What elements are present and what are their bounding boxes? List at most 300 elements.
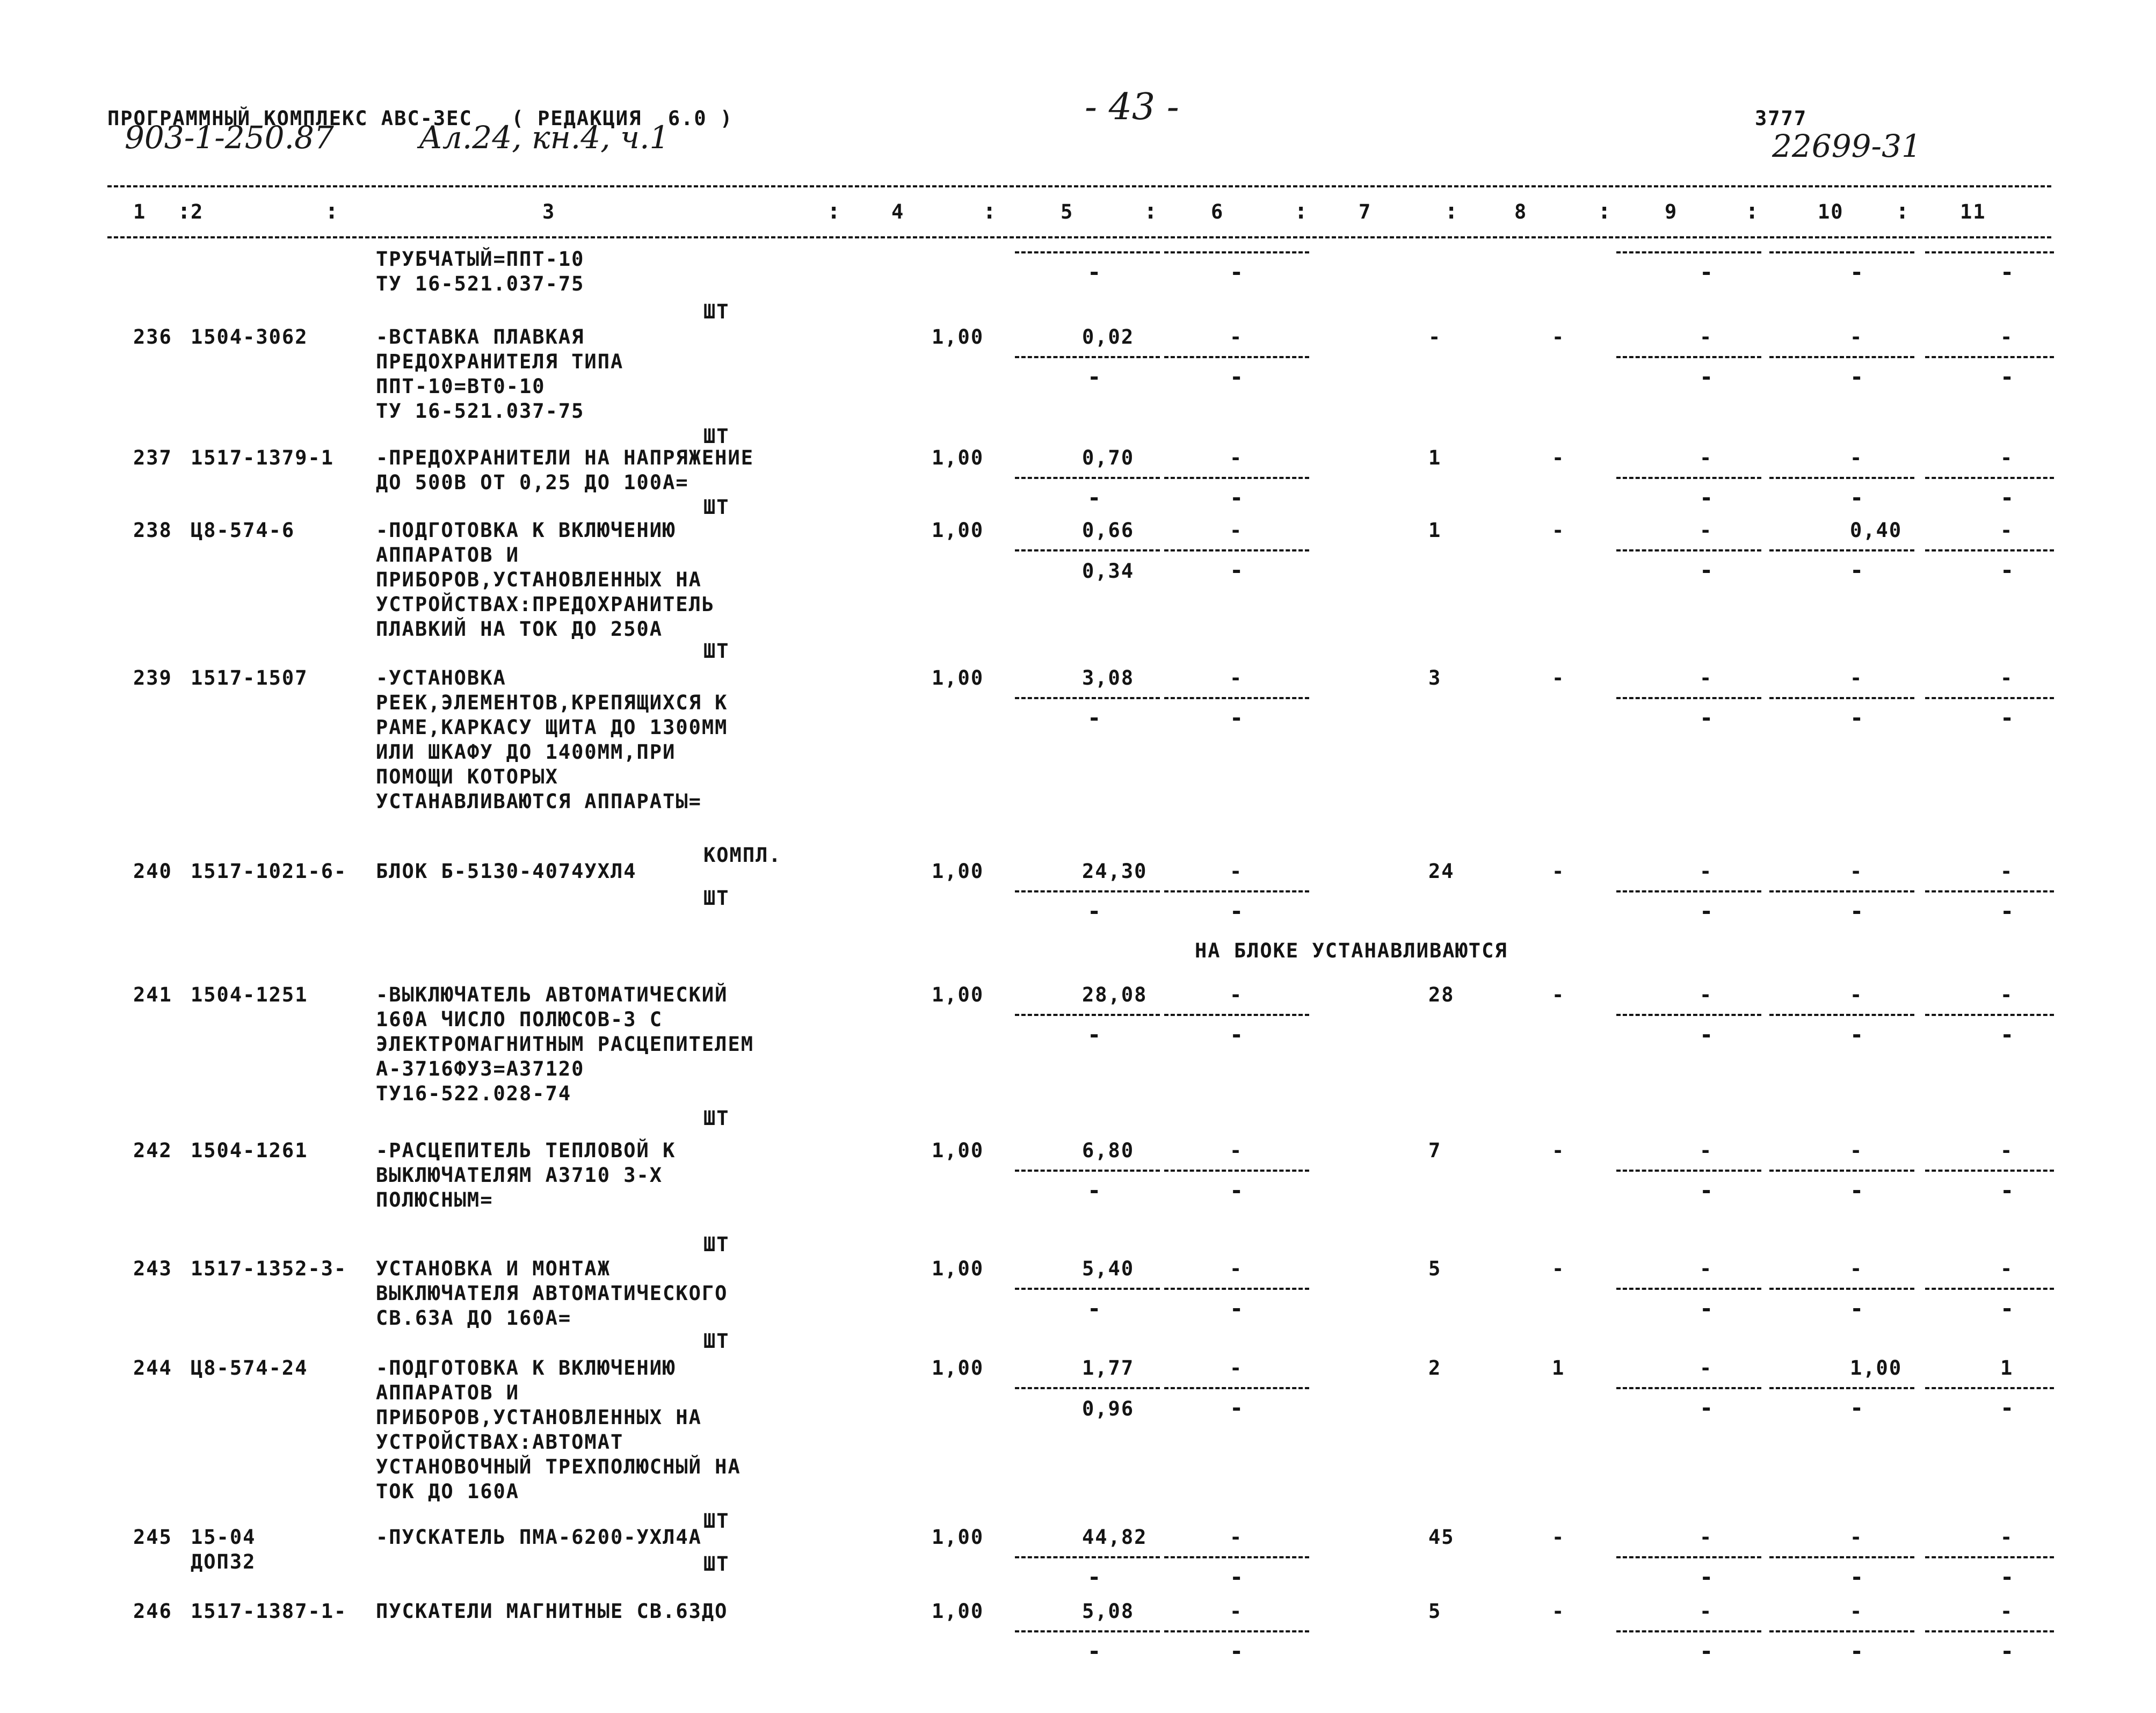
row-col6: - xyxy=(1230,666,1243,689)
col6-dash xyxy=(1164,890,1309,892)
row-code: 1517-1352-3- xyxy=(191,1257,347,1280)
col5-dash xyxy=(1015,477,1160,479)
row-number: 241 xyxy=(133,983,172,1006)
row-col11: - xyxy=(2000,983,2014,1006)
header-rule-top xyxy=(107,185,2051,187)
row-col5: 3,08 xyxy=(1082,666,1135,689)
column-header-6: 6 xyxy=(1211,200,1224,223)
row-col5: 24,30 xyxy=(1082,860,1148,883)
row-col11: - xyxy=(2000,446,2014,469)
row-col7: 1 xyxy=(1428,446,1442,469)
row-col11: - xyxy=(2000,1600,2014,1623)
empty-cell-mark: - xyxy=(1700,1295,1714,1322)
row-col8: - xyxy=(1552,446,1565,469)
row-description-line: ТРУБЧАТЫЙ=ППТ-10 xyxy=(376,248,585,271)
empty-cell-mark: - xyxy=(1700,1395,1714,1421)
column-header-8: 8 xyxy=(1514,200,1528,223)
row-col7: 1 xyxy=(1428,519,1442,542)
album-ref: Ал.24, кн.4, ч.1 xyxy=(419,119,670,156)
empty-cell-mark: - xyxy=(1087,1295,1101,1322)
row-description-line: УСТРОЙСТВАХ:АВТОМАТ xyxy=(376,1431,624,1454)
row-qty: 1,00 xyxy=(932,860,984,883)
column-header-7: 7 xyxy=(1359,200,1372,223)
row-col7: 5 xyxy=(1428,1600,1442,1623)
col9-dash xyxy=(1616,890,1761,892)
row-code: 1504-1261 xyxy=(191,1139,308,1162)
row-col5: 5,40 xyxy=(1082,1257,1135,1280)
row-col7: 5 xyxy=(1428,1257,1442,1280)
empty-cell-mark: - xyxy=(2000,1564,2014,1590)
row-col9: - xyxy=(1700,1356,1713,1380)
empty-cell-mark: - xyxy=(1087,705,1101,731)
col10-dash xyxy=(1769,477,1914,479)
col11-dash xyxy=(1925,1014,2054,1016)
row-col8: - xyxy=(1552,1139,1565,1162)
empty-cell-mark: - xyxy=(1850,1021,1864,1048)
row-description-line: ПЛАВКИЙ НА ТОК ДО 250А xyxy=(376,618,663,641)
empty-cell-mark: - xyxy=(1850,1395,1864,1421)
row-col10: - xyxy=(1850,446,1863,469)
row-code: 1517-1379-1 xyxy=(191,446,335,469)
column-separator: : xyxy=(1144,198,1158,224)
empty-cell-mark: - xyxy=(1087,259,1101,285)
row-col10: - xyxy=(1850,1526,1863,1549)
column-header-4: 4 xyxy=(891,200,905,223)
row-col5-lower: 0,34 xyxy=(1082,560,1135,583)
empty-cell-mark: - xyxy=(1087,1564,1101,1590)
col5-dash xyxy=(1015,1014,1160,1016)
row-col5-lower: 0,96 xyxy=(1082,1397,1135,1420)
row-description-line: А-3716ФУ3=А37120 xyxy=(376,1057,585,1080)
row-col10: - xyxy=(1850,1139,1863,1162)
col5-dash xyxy=(1015,1170,1160,1172)
empty-cell-mark: - xyxy=(1230,1295,1244,1322)
row-code-2: ДОП32 xyxy=(191,1550,256,1573)
col5-dash xyxy=(1015,1556,1160,1558)
row-description-line: АППАРАТОВ И xyxy=(376,543,520,567)
row-qty: 1,00 xyxy=(932,666,984,689)
row-number: 238 xyxy=(133,519,172,542)
row-col10: - xyxy=(1850,1600,1863,1623)
row-description-line: 160А ЧИСЛО ПОЛЮСОВ-3 С xyxy=(376,1008,663,1031)
row-col6: - xyxy=(1230,1139,1243,1162)
empty-cell-mark: - xyxy=(2000,1021,2014,1048)
row-code: 1504-1251 xyxy=(191,983,308,1006)
row-description-line: ВЫКЛЮЧАТЕЛЯ АВТОМАТИЧЕСКОГО xyxy=(376,1282,728,1305)
empty-cell-mark: - xyxy=(2000,705,2014,731)
empty-cell-mark: - xyxy=(1850,557,1864,583)
empty-cell-mark: - xyxy=(1230,1564,1244,1590)
row-description-line: ПРЕДОХРАНИТЕЛЯ ТИПА xyxy=(376,350,624,373)
row-col11: - xyxy=(2000,1257,2014,1280)
column-header-9: 9 xyxy=(1665,200,1678,223)
row-qty: 1,00 xyxy=(932,1526,984,1549)
col11-dash xyxy=(1925,356,2054,358)
row-col6: - xyxy=(1230,983,1243,1006)
col9-dash xyxy=(1616,1288,1761,1290)
row-qty: 1,00 xyxy=(932,325,984,349)
row-description-line: УСТРОЙСТВАХ:ПРЕДОХРАНИТЕЛЬ xyxy=(376,593,715,616)
row-unit: ШТ xyxy=(703,300,730,323)
row-unit: ШТ xyxy=(703,1509,730,1533)
column-separator: : xyxy=(1598,198,1611,224)
col6-dash xyxy=(1164,356,1309,358)
col11-dash xyxy=(1925,1630,2054,1632)
col6-dash xyxy=(1164,697,1309,699)
empty-cell-mark: - xyxy=(1230,364,1244,390)
col9-dash xyxy=(1616,1630,1761,1632)
col6-dash xyxy=(1164,1014,1309,1016)
row-col11: - xyxy=(2000,325,2014,349)
row-description-line: ПРИБОРОВ,УСТАНОВЛЕННЫХ НА xyxy=(376,568,702,591)
row-description-line: БЛОК Б-5130-4074УХЛ4 xyxy=(376,860,637,883)
col9-dash xyxy=(1616,1387,1761,1389)
empty-cell-mark: - xyxy=(1230,1638,1244,1664)
empty-cell-mark: - xyxy=(1230,557,1244,583)
col10-dash xyxy=(1769,1556,1914,1558)
row-description-line: УСТАНОВКА И МОНТАЖ xyxy=(376,1257,611,1280)
row-unit: ШТ xyxy=(703,1233,730,1256)
program-title: ПРОГРАММНЫЙ КОМПЛЕКС АВС-3ЕС ( РЕДАКЦИЯ 6.0 ) xyxy=(107,107,734,130)
row-description-line: -ВСТАВКА ПЛАВКАЯ xyxy=(376,325,585,349)
row-col7: 24 xyxy=(1428,860,1455,883)
row-col6: - xyxy=(1230,860,1243,883)
empty-cell-mark: - xyxy=(2000,1638,2014,1664)
row-description-line: ТОК ДО 160А xyxy=(376,1480,520,1503)
row-col8: - xyxy=(1552,666,1565,689)
row-col6: - xyxy=(1230,1356,1243,1380)
code-right: 3777 xyxy=(1755,107,1807,130)
column-separator: : xyxy=(1294,198,1308,224)
col10-dash xyxy=(1769,356,1914,358)
row-col7: - xyxy=(1428,325,1442,349)
col6-dash xyxy=(1164,251,1309,253)
row-description-line: ТУ16-522.028-74 xyxy=(376,1082,572,1105)
col6-dash xyxy=(1164,549,1309,551)
row-description-line: -ВЫКЛЮЧАТЕЛЬ АВТОМАТИЧЕСКИЙ xyxy=(376,983,728,1006)
col11-dash xyxy=(1925,1288,2054,1290)
column-header-1: 1 xyxy=(133,200,147,223)
row-description-line: УСТАНАВЛИВАЮТСЯ АППАРАТЫ= xyxy=(376,790,702,813)
row-col10: - xyxy=(1850,860,1863,883)
row-col9: - xyxy=(1700,1600,1713,1623)
row-col9: - xyxy=(1700,1526,1713,1549)
empty-cell-mark: - xyxy=(1700,1021,1714,1048)
header-rule-bottom xyxy=(107,236,2051,238)
row-col10: 1,00 xyxy=(1850,1356,1903,1380)
row-col7: 45 xyxy=(1428,1526,1455,1549)
row-col11: - xyxy=(2000,666,2014,689)
row-col9: - xyxy=(1700,860,1713,883)
col5-dash xyxy=(1015,1288,1160,1290)
empty-cell-mark: - xyxy=(1850,1295,1864,1322)
row-col8: - xyxy=(1552,1600,1565,1623)
row-unit: ШТ xyxy=(703,1552,730,1576)
row-col11: - xyxy=(2000,519,2014,542)
col5-dash xyxy=(1015,356,1160,358)
row-col8: - xyxy=(1552,983,1565,1006)
row-col11: - xyxy=(2000,1526,2014,1549)
row-col6: - xyxy=(1230,1600,1243,1623)
col5-dash xyxy=(1015,251,1160,253)
row-qty: 1,00 xyxy=(932,446,984,469)
column-header-10: 10 xyxy=(1818,200,1844,223)
row-code: 1504-3062 xyxy=(191,325,308,349)
row-description-line: ТУ 16-521.037-75 xyxy=(376,400,585,423)
row-code: Ц8-574-6 xyxy=(191,519,295,542)
row-description-line: ПРИБОРОВ,УСТАНОВЛЕННЫХ НА xyxy=(376,1406,702,1429)
empty-cell-mark: - xyxy=(1230,1395,1244,1421)
col10-dash xyxy=(1769,697,1914,699)
empty-cell-mark: - xyxy=(1850,1638,1864,1664)
row-col7: 7 xyxy=(1428,1139,1442,1162)
empty-cell-mark: - xyxy=(1087,484,1101,511)
col11-dash xyxy=(1925,697,2054,699)
empty-cell-mark: - xyxy=(2000,484,2014,511)
col9-dash xyxy=(1616,1170,1761,1172)
row-unit: ШТ xyxy=(703,1107,730,1130)
empty-cell-mark: - xyxy=(1087,364,1101,390)
row-qty: 1,00 xyxy=(932,519,984,542)
row-col9: - xyxy=(1700,1257,1713,1280)
row-description-line: ПОЛЮСНЫМ= xyxy=(376,1188,493,1211)
col10-dash xyxy=(1769,1288,1914,1290)
column-header-2: 2 xyxy=(191,200,204,223)
row-col9: - xyxy=(1700,983,1713,1006)
row-description-line: РЕЕК,ЭЛЕМЕНТОВ,КРЕПЯЩИХСЯ К xyxy=(376,691,728,714)
col11-dash xyxy=(1925,549,2054,551)
col11-dash xyxy=(1925,1170,2054,1172)
empty-cell-mark: - xyxy=(1230,898,1244,924)
row-qty: 1,00 xyxy=(932,983,984,1006)
column-header-11: 11 xyxy=(1960,200,1986,223)
doc-code: 903-1-250.87 xyxy=(125,119,334,156)
row-col10: - xyxy=(1850,666,1863,689)
row-col8: - xyxy=(1552,860,1565,883)
col9-dash xyxy=(1616,477,1761,479)
empty-cell-mark: - xyxy=(2000,1177,2014,1203)
row-col6: - xyxy=(1230,325,1243,349)
col9-dash xyxy=(1616,356,1761,358)
col10-dash xyxy=(1769,549,1914,551)
row-qty: 1,00 xyxy=(932,1257,984,1280)
column-separator: : xyxy=(325,198,339,224)
row-col6: - xyxy=(1230,1526,1243,1549)
col5-dash xyxy=(1015,549,1160,551)
empty-cell-mark: - xyxy=(1700,484,1714,511)
empty-cell-mark: - xyxy=(1700,705,1714,731)
empty-cell-mark: - xyxy=(1700,1564,1714,1590)
column-separator: : xyxy=(1444,198,1458,224)
row-col5: 0,66 xyxy=(1082,519,1135,542)
row-number: 246 xyxy=(133,1600,172,1623)
empty-cell-mark: - xyxy=(2000,1295,2014,1322)
row-col6: - xyxy=(1230,519,1243,542)
row-col8: - xyxy=(1552,1526,1565,1549)
row-number: 242 xyxy=(133,1139,172,1162)
empty-cell-mark: - xyxy=(1700,259,1714,285)
empty-cell-mark: - xyxy=(1230,484,1244,511)
row-number: 245 xyxy=(133,1526,172,1549)
col10-dash xyxy=(1769,251,1914,253)
row-col6: - xyxy=(1230,446,1243,469)
row-col5: 6,80 xyxy=(1082,1139,1135,1162)
col9-dash xyxy=(1616,1556,1761,1558)
row-description-line: АППАРАТОВ И xyxy=(376,1381,520,1404)
row-qty: 1,00 xyxy=(932,1356,984,1380)
row-code: 1517-1507 xyxy=(191,666,308,689)
row-col8: - xyxy=(1552,325,1565,349)
row-unit: ШТ xyxy=(703,1330,730,1353)
column-separator: : xyxy=(827,198,841,224)
row-description-line: -ПОДГОТОВКА К ВКЛЮЧЕНИЮ xyxy=(376,1356,676,1380)
row-col5: 28,08 xyxy=(1082,983,1148,1006)
row-code: 15-04 xyxy=(191,1526,256,1549)
row-qty: 1,00 xyxy=(932,1600,984,1623)
empty-cell-mark: - xyxy=(1850,364,1864,390)
row-col11: - xyxy=(2000,1139,2014,1162)
empty-cell-mark: - xyxy=(1700,364,1714,390)
empty-cell-mark: - xyxy=(1850,259,1864,285)
inventory-number: 22699-31 xyxy=(1772,128,1921,164)
empty-cell-mark: - xyxy=(1850,705,1864,731)
row-col5: 0,02 xyxy=(1082,325,1135,349)
row-number: 237 xyxy=(133,446,172,469)
row-col9: - xyxy=(1700,1139,1713,1162)
row-description-line: -РАСЦЕПИТЕЛЬ ТЕПЛОВОЙ К xyxy=(376,1139,676,1162)
col11-dash xyxy=(1925,1387,2054,1389)
row-col5: 44,82 xyxy=(1082,1526,1148,1549)
row-number: 244 xyxy=(133,1356,172,1380)
col10-dash xyxy=(1769,1014,1914,1016)
row-col6: - xyxy=(1230,1257,1243,1280)
col6-dash xyxy=(1164,1387,1309,1389)
row-col9: - xyxy=(1700,519,1713,542)
empty-cell-mark: - xyxy=(1087,1638,1101,1664)
row-description-line: -УСТАНОВКА xyxy=(376,666,506,689)
row-col8: - xyxy=(1552,1257,1565,1280)
row-number: 239 xyxy=(133,666,172,689)
empty-cell-mark: - xyxy=(1700,1177,1714,1203)
col9-dash xyxy=(1616,697,1761,699)
row-description-line: ТУ 16-521.037-75 xyxy=(376,272,585,295)
col10-dash xyxy=(1769,890,1914,892)
row-code: 1517-1021-6- xyxy=(191,860,347,883)
row-col7: 3 xyxy=(1428,666,1442,689)
col11-dash xyxy=(1925,251,2054,253)
row-col11: 1 xyxy=(2000,1356,2014,1380)
row-col10: - xyxy=(1850,325,1863,349)
row-unit: КОМПЛ. xyxy=(703,844,782,867)
empty-cell-mark: - xyxy=(1230,1021,1244,1048)
row-col7: 2 xyxy=(1428,1356,1442,1380)
row-description-line: РАМЕ,КАРКАСУ ЩИТА ДО 1300ММ xyxy=(376,716,728,739)
empty-cell-mark: - xyxy=(2000,557,2014,583)
row-code: 1517-1387-1- xyxy=(191,1600,347,1623)
row-description-line: ЭЛЕКТРОМАГНИТНЫМ РАСЦЕПИТЕЛЕМ xyxy=(376,1033,754,1056)
row-col11: - xyxy=(2000,860,2014,883)
col9-dash xyxy=(1616,1014,1761,1016)
col10-dash xyxy=(1769,1387,1914,1389)
row-unit: ШТ xyxy=(703,496,730,519)
empty-cell-mark: - xyxy=(1850,1564,1864,1590)
col6-dash xyxy=(1164,1170,1309,1172)
col11-dash xyxy=(1925,477,2054,479)
col11-dash xyxy=(1925,890,2054,892)
row-number: 240 xyxy=(133,860,172,883)
row-description-line: -ПРЕДОХРАНИТЕЛИ НА НАПРЯЖЕНИЕ xyxy=(376,446,754,469)
column-separator: : xyxy=(1745,198,1759,224)
col5-dash xyxy=(1015,697,1160,699)
row-qty: 1,00 xyxy=(932,1139,984,1162)
col9-dash xyxy=(1616,251,1761,253)
row-col10: - xyxy=(1850,1257,1863,1280)
row-unit: ШТ xyxy=(703,425,730,448)
empty-cell-mark: - xyxy=(1700,1638,1714,1664)
row-col5: 0,70 xyxy=(1082,446,1135,469)
row-description-line: ПОМОЩИ КОТОРЫХ xyxy=(376,765,558,788)
row-description-line: ППТ-10=ВТ0-10 xyxy=(376,375,546,398)
col5-dash xyxy=(1015,1387,1160,1389)
col11-dash xyxy=(1925,1556,2054,1558)
row-col9: - xyxy=(1700,446,1713,469)
empty-cell-mark: - xyxy=(1230,259,1244,285)
row-col5: 1,77 xyxy=(1082,1356,1135,1380)
empty-cell-mark: - xyxy=(1230,705,1244,731)
column-header-5: 5 xyxy=(1061,200,1074,223)
row-description-line: ВЫКЛЮЧАТЕЛЯМ А3710 3-Х xyxy=(376,1164,663,1187)
empty-cell-mark: - xyxy=(1850,1177,1864,1203)
empty-cell-mark: - xyxy=(1087,898,1101,924)
row-unit: ШТ xyxy=(703,887,730,910)
col9-dash xyxy=(1616,549,1761,551)
row-description-line: ПУСКАТЕЛИ МАГНИТНЫЕ СВ.63ДО xyxy=(376,1600,728,1623)
empty-cell-mark: - xyxy=(1700,557,1714,583)
empty-cell-mark: - xyxy=(1850,898,1864,924)
row-col10: 0,40 xyxy=(1850,519,1903,542)
page-number: - 43 - xyxy=(1085,86,1179,128)
col5-dash xyxy=(1015,890,1160,892)
col6-dash xyxy=(1164,477,1309,479)
col6-dash xyxy=(1164,1288,1309,1290)
row-col8: - xyxy=(1552,519,1565,542)
row-col8: 1 xyxy=(1552,1356,1565,1380)
empty-cell-mark: - xyxy=(1087,1021,1101,1048)
row-description-line: ДО 500В ОТ 0,25 ДО 100А= xyxy=(376,471,689,494)
empty-cell-mark: - xyxy=(2000,364,2014,390)
col10-dash xyxy=(1769,1630,1914,1632)
empty-cell-mark: - xyxy=(2000,1395,2014,1421)
row-description-line: -ПОДГОТОВКА К ВКЛЮЧЕНИЮ xyxy=(376,519,676,542)
empty-cell-mark: - xyxy=(1087,1177,1101,1203)
row-col9: - xyxy=(1700,666,1713,689)
row-unit: ШТ xyxy=(703,640,730,663)
row-col5: 5,08 xyxy=(1082,1600,1135,1623)
empty-cell-mark: - xyxy=(2000,259,2014,285)
row-description-line: УСТАНОВОЧНЫЙ ТРЕХПОЛЮСНЫЙ НА xyxy=(376,1455,741,1478)
block-note: НА БЛОКЕ УСТАНАВЛИВАЮТСЯ xyxy=(1195,939,1508,962)
column-separator: : xyxy=(983,198,997,224)
row-col9: - xyxy=(1700,325,1713,349)
row-col10: - xyxy=(1850,983,1863,1006)
col6-dash xyxy=(1164,1630,1309,1632)
row-number: 243 xyxy=(133,1257,172,1280)
row-description-line: ИЛИ ШКАФУ ДО 1400ММ,ПРИ xyxy=(376,741,676,764)
column-separator: : xyxy=(1896,198,1910,224)
column-header-3: 3 xyxy=(542,200,556,223)
empty-cell-mark: - xyxy=(2000,898,2014,924)
col6-dash xyxy=(1164,1556,1309,1558)
